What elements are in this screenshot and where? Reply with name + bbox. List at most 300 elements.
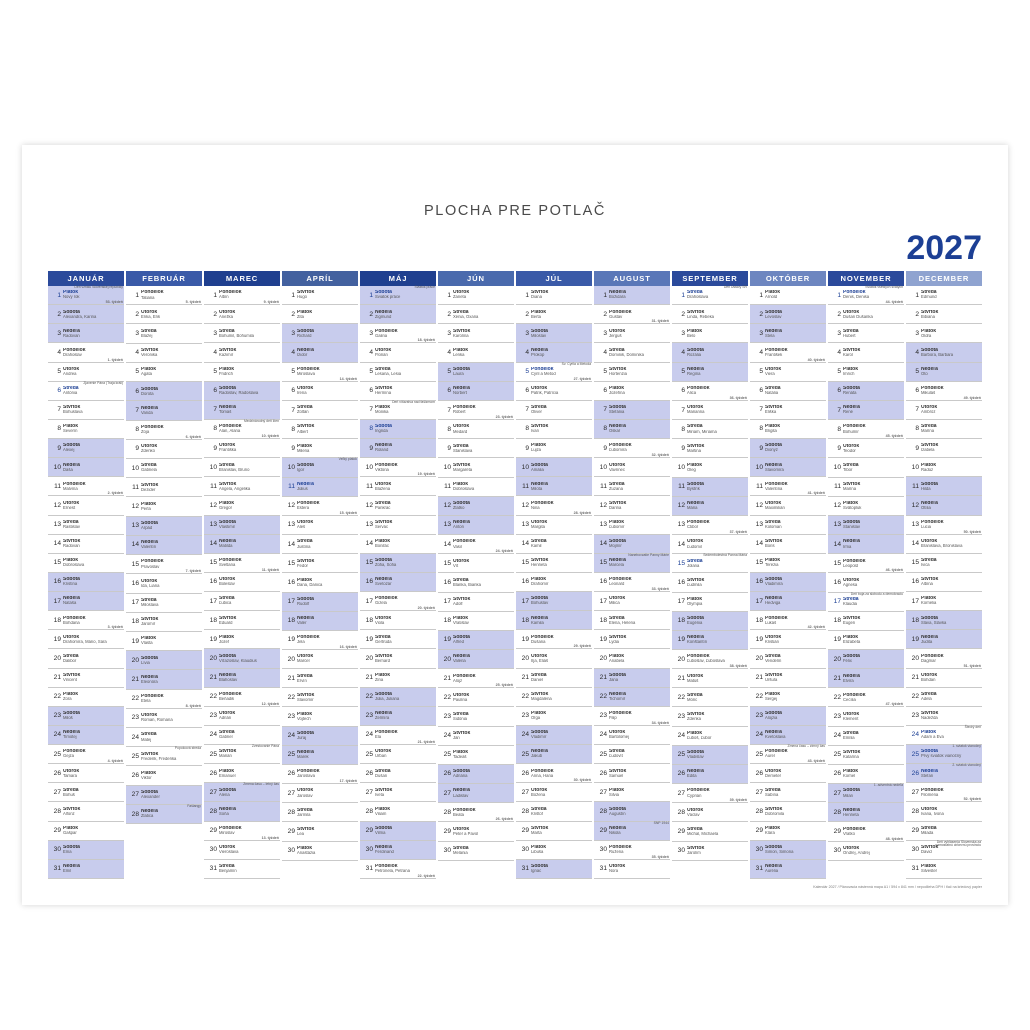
day-cell[interactable] (438, 516, 514, 535)
day-cell[interactable] (906, 363, 982, 382)
day-cell[interactable] (48, 554, 124, 573)
day-cell[interactable] (750, 477, 826, 496)
day-cell[interactable] (594, 535, 670, 554)
day-cell[interactable] (672, 382, 748, 401)
day-cell[interactable] (360, 822, 436, 841)
day-cell[interactable] (204, 477, 280, 496)
day-cell[interactable] (672, 707, 748, 726)
day-cell[interactable] (750, 783, 826, 802)
day-cell[interactable] (126, 690, 202, 709)
day-cell[interactable] (906, 841, 982, 860)
day-cell[interactable] (516, 458, 592, 477)
day-cell[interactable] (672, 727, 748, 746)
day-cell[interactable] (672, 497, 748, 516)
day-cell[interactable] (906, 783, 982, 802)
day-cell[interactable] (672, 305, 748, 324)
day-cell[interactable] (906, 516, 982, 535)
day-cell[interactable] (828, 478, 904, 497)
day-cell[interactable] (750, 401, 826, 420)
day-cell[interactable] (48, 535, 124, 554)
day-cell[interactable] (516, 516, 592, 535)
day-cell[interactable] (750, 611, 826, 630)
day-cell[interactable] (48, 783, 124, 802)
day-cell[interactable] (282, 554, 358, 573)
day-cell[interactable] (828, 746, 904, 765)
day-cell[interactable] (204, 554, 280, 573)
day-cell[interactable] (126, 594, 202, 613)
day-cell[interactable] (516, 439, 592, 458)
day-cell[interactable] (672, 478, 748, 497)
day-cell[interactable] (672, 688, 748, 707)
day-cell[interactable] (672, 401, 748, 420)
day-cell[interactable] (906, 630, 982, 649)
day-cell[interactable] (906, 802, 982, 821)
day-cell[interactable] (48, 649, 124, 668)
day-cell[interactable] (672, 439, 748, 458)
day-cell[interactable] (126, 401, 202, 420)
day-cell[interactable] (282, 439, 358, 458)
day-cell[interactable] (594, 783, 670, 802)
day-cell[interactable] (48, 592, 124, 611)
day-cell[interactable] (126, 517, 202, 536)
day-cell[interactable] (126, 324, 202, 343)
day-cell[interactable] (438, 535, 514, 554)
day-cell[interactable] (48, 764, 124, 783)
day-cell[interactable] (906, 477, 982, 496)
day-cell[interactable] (438, 497, 514, 516)
day-cell[interactable] (48, 458, 124, 477)
day-cell[interactable] (438, 305, 514, 324)
day-cell[interactable] (906, 554, 982, 573)
day-cell[interactable] (672, 822, 748, 841)
day-cell[interactable] (828, 439, 904, 458)
day-cell[interactable] (828, 650, 904, 669)
day-cell[interactable] (204, 324, 280, 343)
day-cell[interactable] (516, 496, 592, 515)
day-cell[interactable] (828, 822, 904, 841)
day-cell[interactable] (594, 305, 670, 324)
day-cell[interactable] (204, 726, 280, 745)
day-cell[interactable] (204, 630, 280, 649)
day-cell[interactable] (204, 802, 280, 821)
day-cell[interactable] (438, 669, 514, 688)
day-cell[interactable] (204, 439, 280, 458)
day-cell[interactable] (48, 382, 124, 401)
day-cell[interactable] (48, 822, 124, 841)
day-cell[interactable] (594, 822, 670, 841)
day-cell[interactable] (750, 363, 826, 382)
day-cell[interactable] (48, 439, 124, 458)
day-cell[interactable] (438, 593, 514, 612)
day-cell[interactable] (906, 707, 982, 726)
day-cell[interactable] (594, 343, 670, 362)
day-cell[interactable] (126, 478, 202, 497)
day-cell[interactable] (594, 458, 670, 477)
day-cell[interactable] (204, 343, 280, 362)
day-cell[interactable] (48, 401, 124, 420)
day-cell[interactable] (282, 286, 358, 305)
day-cell[interactable] (672, 842, 748, 861)
day-cell[interactable] (126, 421, 202, 440)
day-cell[interactable] (438, 765, 514, 784)
day-cell[interactable] (672, 343, 748, 362)
day-cell[interactable] (906, 764, 982, 783)
day-cell[interactable] (828, 784, 904, 803)
day-cell[interactable] (594, 860, 670, 879)
day-cell[interactable] (48, 343, 124, 362)
day-cell[interactable] (360, 611, 436, 630)
day-cell[interactable] (594, 592, 670, 611)
day-cell[interactable] (126, 786, 202, 805)
day-cell[interactable] (516, 707, 592, 726)
day-cell[interactable] (906, 535, 982, 554)
day-cell[interactable] (282, 822, 358, 841)
day-cell[interactable] (906, 611, 982, 630)
day-cell[interactable] (204, 707, 280, 726)
day-cell[interactable] (48, 496, 124, 515)
day-cell[interactable] (828, 401, 904, 420)
day-cell[interactable] (282, 784, 358, 803)
day-cell[interactable] (48, 516, 124, 535)
day-cell[interactable] (438, 746, 514, 765)
day-cell[interactable] (204, 822, 280, 841)
day-cell[interactable] (828, 765, 904, 784)
day-cell[interactable] (516, 669, 592, 688)
day-cell[interactable] (282, 573, 358, 592)
day-cell[interactable] (906, 822, 982, 841)
day-cell[interactable] (594, 841, 670, 860)
day-cell[interactable] (672, 573, 748, 592)
day-cell[interactable] (516, 783, 592, 802)
day-cell[interactable] (906, 573, 982, 592)
day-cell[interactable] (360, 286, 436, 305)
day-cell[interactable] (204, 458, 280, 477)
day-cell[interactable] (360, 649, 436, 668)
day-cell[interactable] (906, 726, 982, 745)
day-cell[interactable] (438, 343, 514, 362)
day-cell[interactable] (594, 363, 670, 382)
day-cell[interactable] (360, 783, 436, 802)
day-cell[interactable] (516, 592, 592, 611)
day-cell[interactable] (672, 784, 748, 803)
day-cell[interactable] (438, 286, 514, 305)
day-cell[interactable] (672, 516, 748, 535)
day-cell[interactable] (360, 420, 436, 439)
day-cell[interactable] (204, 841, 280, 860)
day-cell[interactable] (672, 535, 748, 554)
day-cell[interactable] (48, 630, 124, 649)
day-cell[interactable] (516, 841, 592, 860)
day-cell[interactable] (516, 860, 592, 879)
day-cell[interactable] (48, 573, 124, 592)
day-cell[interactable] (438, 363, 514, 382)
day-cell[interactable] (360, 707, 436, 726)
day-cell[interactable] (516, 649, 592, 668)
day-cell[interactable] (594, 611, 670, 630)
day-cell[interactable] (906, 496, 982, 515)
day-cell[interactable] (438, 382, 514, 401)
day-cell[interactable] (126, 286, 202, 305)
day-cell[interactable] (438, 420, 514, 439)
day-cell[interactable] (750, 286, 826, 305)
day-cell[interactable] (204, 401, 280, 420)
day-cell[interactable] (594, 630, 670, 649)
day-cell[interactable] (906, 458, 982, 477)
day-cell[interactable] (594, 707, 670, 726)
day-cell[interactable] (126, 363, 202, 382)
day-cell[interactable] (828, 612, 904, 631)
day-cell[interactable] (282, 363, 358, 382)
day-cell[interactable] (438, 478, 514, 497)
day-cell[interactable] (750, 822, 826, 841)
day-cell[interactable] (672, 554, 748, 573)
day-cell[interactable] (126, 555, 202, 574)
day-cell[interactable] (594, 477, 670, 496)
day-cell[interactable] (126, 536, 202, 555)
day-cell[interactable] (360, 554, 436, 573)
day-cell[interactable] (516, 554, 592, 573)
day-cell[interactable] (204, 611, 280, 630)
day-cell[interactable] (282, 516, 358, 535)
day-cell[interactable] (750, 516, 826, 535)
day-cell[interactable] (48, 286, 124, 305)
day-cell[interactable] (48, 745, 124, 764)
day-cell[interactable] (48, 860, 124, 879)
day-cell[interactable] (750, 860, 826, 879)
day-cell[interactable] (204, 573, 280, 592)
day-cell[interactable] (282, 401, 358, 420)
day-cell[interactable] (360, 688, 436, 707)
day-cell[interactable] (360, 305, 436, 324)
day-cell[interactable] (282, 305, 358, 324)
day-cell[interactable] (360, 382, 436, 401)
day-cell[interactable] (750, 535, 826, 554)
day-cell[interactable] (594, 573, 670, 592)
day-cell[interactable] (360, 630, 436, 649)
day-cell[interactable] (516, 688, 592, 707)
day-cell[interactable] (828, 803, 904, 822)
day-cell[interactable] (360, 669, 436, 688)
day-cell[interactable] (360, 496, 436, 515)
day-cell[interactable] (126, 305, 202, 324)
day-cell[interactable] (438, 688, 514, 707)
day-cell[interactable] (126, 440, 202, 459)
day-cell[interactable] (438, 707, 514, 726)
day-cell[interactable] (906, 860, 982, 879)
day-cell[interactable] (906, 343, 982, 362)
day-cell[interactable] (750, 324, 826, 343)
day-cell[interactable] (828, 554, 904, 573)
day-cell[interactable] (360, 458, 436, 477)
day-cell[interactable] (360, 802, 436, 821)
day-cell[interactable] (828, 842, 904, 861)
day-cell[interactable] (516, 764, 592, 783)
day-cell[interactable] (750, 420, 826, 439)
day-cell[interactable] (750, 649, 826, 668)
day-cell[interactable] (204, 745, 280, 764)
day-cell[interactable] (516, 745, 592, 764)
day-cell[interactable] (672, 593, 748, 612)
day-cell[interactable] (516, 611, 592, 630)
day-cell[interactable] (282, 478, 358, 497)
day-cell[interactable] (204, 860, 280, 879)
day-cell[interactable] (126, 766, 202, 785)
day-cell[interactable] (906, 439, 982, 458)
day-cell[interactable] (126, 344, 202, 363)
day-cell[interactable] (360, 592, 436, 611)
day-cell[interactable] (438, 573, 514, 592)
day-cell[interactable] (438, 650, 514, 669)
day-cell[interactable] (750, 458, 826, 477)
day-cell[interactable] (126, 497, 202, 516)
day-cell[interactable] (282, 631, 358, 650)
day-cell[interactable] (360, 477, 436, 496)
day-cell[interactable] (750, 669, 826, 688)
day-cell[interactable] (282, 727, 358, 746)
day-cell[interactable] (48, 841, 124, 860)
day-cell[interactable] (282, 746, 358, 765)
day-cell[interactable] (516, 382, 592, 401)
day-cell[interactable] (48, 477, 124, 496)
day-cell[interactable] (516, 535, 592, 554)
day-cell[interactable] (126, 728, 202, 747)
day-cell[interactable] (282, 688, 358, 707)
day-cell[interactable] (594, 688, 670, 707)
day-cell[interactable] (672, 765, 748, 784)
day-cell[interactable] (126, 574, 202, 593)
day-cell[interactable] (828, 669, 904, 688)
day-cell[interactable] (282, 382, 358, 401)
day-cell[interactable] (750, 726, 826, 745)
day-cell[interactable] (438, 554, 514, 573)
day-cell[interactable] (906, 745, 982, 764)
day-cell[interactable] (594, 324, 670, 343)
day-cell[interactable] (516, 420, 592, 439)
day-cell[interactable] (204, 420, 280, 439)
day-cell[interactable] (204, 535, 280, 554)
day-cell[interactable] (126, 747, 202, 766)
day-cell[interactable] (204, 649, 280, 668)
day-cell[interactable] (750, 841, 826, 860)
day-cell[interactable] (282, 535, 358, 554)
day-cell[interactable] (438, 784, 514, 803)
day-cell[interactable] (750, 707, 826, 726)
day-cell[interactable] (906, 649, 982, 668)
day-cell[interactable] (360, 860, 436, 879)
day-cell[interactable] (750, 382, 826, 401)
day-cell[interactable] (594, 516, 670, 535)
day-cell[interactable] (438, 439, 514, 458)
day-cell[interactable] (126, 805, 202, 824)
day-cell[interactable] (438, 727, 514, 746)
day-cell[interactable] (828, 305, 904, 324)
day-cell[interactable] (126, 632, 202, 651)
day-cell[interactable] (906, 669, 982, 688)
day-cell[interactable] (48, 324, 124, 343)
day-cell[interactable] (828, 382, 904, 401)
day-cell[interactable] (360, 439, 436, 458)
day-cell[interactable] (126, 670, 202, 689)
day-cell[interactable] (672, 612, 748, 631)
day-cell[interactable] (126, 651, 202, 670)
day-cell[interactable] (360, 745, 436, 764)
day-cell[interactable] (438, 458, 514, 477)
day-cell[interactable] (282, 842, 358, 861)
day-cell[interactable] (750, 305, 826, 324)
day-cell[interactable] (750, 688, 826, 707)
day-cell[interactable] (48, 420, 124, 439)
day-cell[interactable] (360, 324, 436, 343)
day-cell[interactable] (282, 343, 358, 362)
day-cell[interactable] (594, 745, 670, 764)
day-cell[interactable] (204, 286, 280, 305)
day-cell[interactable] (828, 420, 904, 439)
day-cell[interactable] (750, 496, 826, 515)
day-cell[interactable] (204, 688, 280, 707)
day-cell[interactable] (360, 726, 436, 745)
day-cell[interactable] (204, 764, 280, 783)
day-cell[interactable] (204, 516, 280, 535)
day-cell[interactable] (672, 458, 748, 477)
day-cell[interactable] (828, 458, 904, 477)
day-cell[interactable] (516, 802, 592, 821)
day-cell[interactable] (360, 535, 436, 554)
day-cell[interactable] (828, 727, 904, 746)
day-cell[interactable] (828, 573, 904, 592)
day-cell[interactable] (516, 343, 592, 362)
day-cell[interactable] (594, 420, 670, 439)
day-cell[interactable] (48, 363, 124, 382)
day-cell[interactable] (282, 650, 358, 669)
day-cell[interactable] (360, 363, 436, 382)
day-cell[interactable] (360, 764, 436, 783)
day-cell[interactable] (126, 613, 202, 632)
day-cell[interactable] (204, 669, 280, 688)
day-cell[interactable] (204, 363, 280, 382)
day-cell[interactable] (282, 803, 358, 822)
day-cell[interactable] (204, 783, 280, 802)
day-cell[interactable] (282, 593, 358, 612)
day-cell[interactable] (516, 630, 592, 649)
day-cell[interactable] (204, 592, 280, 611)
day-cell[interactable] (672, 286, 748, 305)
day-cell[interactable] (204, 496, 280, 515)
day-cell[interactable] (516, 305, 592, 324)
day-cell[interactable] (672, 803, 748, 822)
day-cell[interactable] (906, 382, 982, 401)
day-cell[interactable] (204, 305, 280, 324)
day-cell[interactable] (48, 707, 124, 726)
day-cell[interactable] (750, 343, 826, 362)
day-cell[interactable] (360, 343, 436, 362)
day-cell[interactable] (750, 592, 826, 611)
day-cell[interactable] (438, 822, 514, 841)
day-cell[interactable] (516, 401, 592, 420)
day-cell[interactable] (828, 707, 904, 726)
day-cell[interactable] (594, 286, 670, 305)
day-cell[interactable] (516, 726, 592, 745)
day-cell[interactable] (906, 324, 982, 343)
day-cell[interactable] (282, 669, 358, 688)
day-cell[interactable] (750, 802, 826, 821)
day-cell[interactable] (516, 573, 592, 592)
day-cell[interactable] (906, 688, 982, 707)
day-cell[interactable] (282, 765, 358, 784)
day-cell[interactable] (594, 802, 670, 821)
day-cell[interactable] (828, 343, 904, 362)
day-cell[interactable] (438, 803, 514, 822)
day-cell[interactable] (438, 324, 514, 343)
